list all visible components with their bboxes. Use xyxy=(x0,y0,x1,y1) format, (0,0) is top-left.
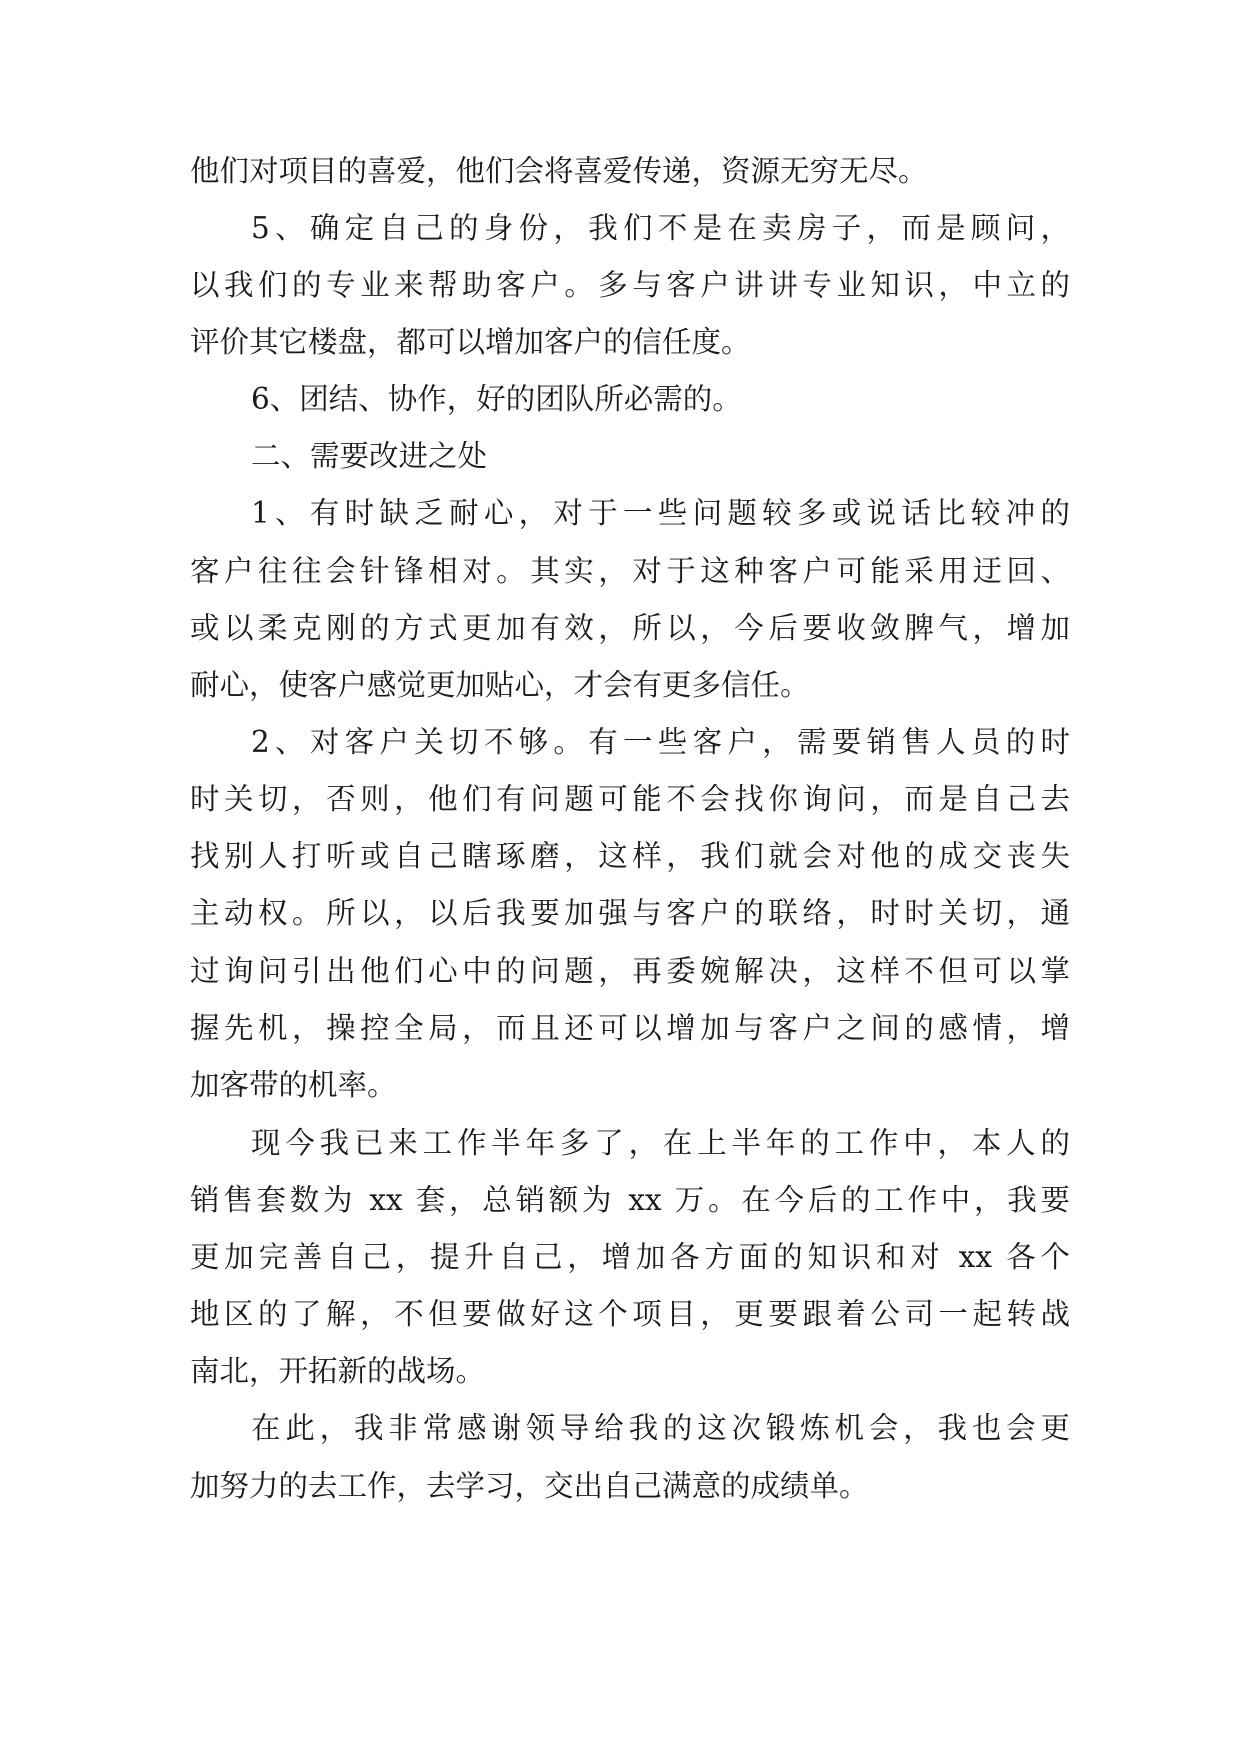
text-line: 客户往往会针锋相对。其实，对于这种客户可能采用迂回、 xyxy=(190,554,1070,588)
text-line: 6、团结、协作，好的团队所必需的。 xyxy=(251,382,742,416)
section-heading: 二、需要改进之处 xyxy=(251,439,488,473)
text-line: 5、确定自己的身份，我们不是在卖房子，而是顾问， xyxy=(251,211,1070,245)
text-line: 销售套数为 xx 套，总销额为 xx 万。在今后的工作中，我要 xyxy=(190,1183,1070,1217)
text-line: 握先机，操控全局，而且还可以增加与客户之间的感情，增 xyxy=(190,1011,1070,1045)
text-line: 南北，开拓新的战场。 xyxy=(190,1354,486,1388)
text-line: 他们对项目的喜爱，他们会将喜爱传递，资源无穷无尽。 xyxy=(190,154,928,188)
text-line: 更加完善自己，提升自己，增加各方面的知识和对 xx 各个 xyxy=(190,1240,1070,1274)
text-line: 以我们的专业来帮助客户。多与客户讲讲专业知识，中立的 xyxy=(190,268,1070,302)
text-line: 过询问引出他们心中的问题，再委婉解决，这样不但可以掌 xyxy=(190,954,1070,988)
text-line: 加客带的机率。 xyxy=(190,1068,397,1102)
text-line: 找别人打听或自己瞎琢磨，这样，我们就会对他的成交丧失 xyxy=(190,839,1070,873)
text-line: 地区的了解，不但要做好这个项目，更要跟着公司一起转战 xyxy=(190,1297,1070,1331)
text-line: 或以柔克刚的方式更加有效，所以，今后要收敛脾气，增加 xyxy=(190,611,1070,645)
text-line: 现今我已来工作半年多了，在上半年的工作中，本人的 xyxy=(251,1126,1070,1160)
text-line: 1、有时缺乏耐心，对于一些问题较多或说话比较冲的 xyxy=(251,496,1070,530)
text-line: 时关切，否则，他们有问题可能不会找你询问，而是自己去 xyxy=(190,782,1070,816)
text-line: 主动权。所以，以后我要加强与客户的联络，时时关切，通 xyxy=(190,896,1070,930)
text-line: 在此，我非常感谢领导给我的这次锻炼机会，我也会更 xyxy=(251,1411,1070,1445)
text-line: 2、对客户关切不够。有一些客户，需要销售人员的时 xyxy=(251,725,1070,759)
text-line: 评价其它楼盘，都可以增加客户的信任度。 xyxy=(190,325,751,359)
text-line: 加努力的去工作，去学习，交出自己满意的成绩单。 xyxy=(190,1469,869,1503)
text-line: 耐心，使客户感觉更加贴心，才会有更多信任。 xyxy=(190,668,810,702)
